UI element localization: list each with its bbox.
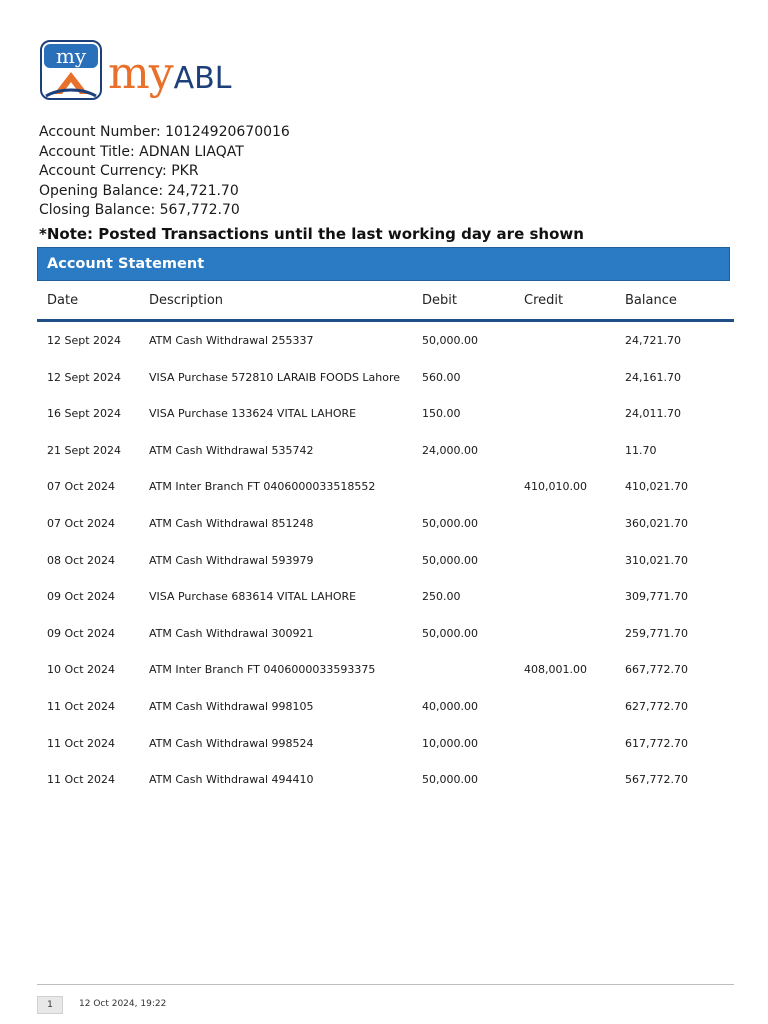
row-description: ATM Cash Withdrawal 494410: [149, 773, 314, 787]
table-row: [37, 542, 734, 579]
posted-transactions-note: *Note: Posted Transactions until the last working day are shown: [39, 225, 584, 243]
table-row: [37, 615, 734, 652]
table-row: [37, 688, 734, 725]
account-currency-label: Account Currency:: [39, 163, 167, 179]
table-row: [37, 651, 734, 688]
account-title-label: Account Title:: [39, 143, 135, 160]
table-row: [37, 322, 734, 359]
account-info: [39, 123, 290, 221]
row-debit: 560.00: [422, 370, 461, 384]
row-date: 08 Oct 2024: [47, 553, 116, 567]
row-balance: 360,021.70: [625, 516, 688, 530]
row-debit: 50,000.00: [422, 516, 478, 530]
opening-balance-label: Opening Balance:: [39, 182, 164, 199]
row-description: VISA Purchase 683614 VITAL LAHORE: [149, 590, 357, 604]
closing-balance-label: Closing Balance:: [39, 202, 156, 218]
account-title-line: [39, 143, 290, 163]
row-description: ATM Cash Withdrawal 300921: [149, 626, 314, 640]
table-row: [37, 578, 734, 615]
footer-divider: [37, 984, 734, 985]
account-number-value: 10124920670016: [165, 124, 290, 140]
myabl-badge-icon: [40, 40, 102, 100]
row-date: 09 Oct 2024: [47, 626, 116, 640]
row-debit: 50,000.00: [422, 773, 478, 787]
row-debit: 40,000.00: [422, 699, 478, 713]
row-debit: 250.00: [422, 590, 461, 604]
row-balance: 11.70: [625, 443, 657, 457]
row-date: 12 Sept 2024: [47, 370, 122, 384]
table-row: [37, 395, 734, 432]
table-row: [37, 432, 734, 469]
row-description: ATM Cash Withdrawal 998105: [149, 699, 314, 713]
badge-my-text: my: [55, 44, 87, 68]
row-balance: 310,021.70: [625, 553, 688, 567]
generated-timestamp: 12 Oct 2024, 19:22: [79, 999, 167, 1009]
row-date: 09 Oct 2024: [47, 590, 116, 604]
row-balance: 259,771.70: [625, 626, 688, 640]
row-date: 07 Oct 2024: [47, 516, 116, 530]
row-date: 10 Oct 2024: [47, 663, 116, 677]
row-date: 07 Oct 2024: [47, 480, 116, 494]
column-header-credit: Credit: [524, 293, 564, 308]
account-statement-header: Account Statement: [37, 247, 730, 281]
row-description: VISA Purchase 133624 VITAL LAHORE: [149, 407, 357, 421]
row-balance: 627,772.70: [625, 699, 688, 713]
row-credit: 410,010.00: [524, 480, 587, 494]
row-debit: 50,000.00: [422, 626, 478, 640]
closing-balance-value: 567,772.70: [159, 202, 240, 218]
row-description: ATM Cash Withdrawal 593979: [149, 553, 314, 567]
row-description: ATM Cash Withdrawal 535742: [149, 443, 314, 457]
row-date: 11 Oct 2024: [47, 773, 116, 787]
myabl-logo: [40, 40, 240, 106]
row-description: ATM Cash Withdrawal 998524: [149, 736, 314, 750]
row-balance: 567,772.70: [625, 773, 688, 787]
row-debit: 50,000.00: [422, 334, 478, 347]
page-number: 1: [37, 996, 63, 1014]
account-number-line: [39, 123, 290, 143]
row-description: ATM Inter Branch FT 0406000033518552: [149, 480, 376, 494]
account-currency-line: [39, 162, 290, 182]
row-date: 21 Sept 2024: [47, 443, 122, 457]
column-header-date: Date: [47, 293, 79, 308]
row-description: ATM Cash Withdrawal 851248: [149, 516, 314, 530]
row-description: VISA Purchase 572810 LARAIB FOODS Lahore: [149, 370, 401, 384]
row-debit: 150.00: [422, 407, 461, 421]
row-balance: 24,011.70: [625, 407, 681, 421]
row-debit: 24,000.00: [422, 443, 478, 457]
closing-balance-line: [39, 201, 290, 221]
brand-my: my: [108, 48, 173, 99]
row-debit: 50,000.00: [422, 553, 478, 567]
account-title-value: ADNAN LIAQAT: [139, 143, 244, 160]
column-header-description: Description: [149, 293, 224, 308]
table-row: [37, 359, 734, 396]
row-balance: 410,021.70: [625, 480, 688, 494]
row-balance: 24,721.70: [625, 334, 681, 347]
row-date: 12 Sept 2024: [47, 334, 122, 347]
row-description: ATM Inter Branch FT 0406000033593375: [149, 663, 376, 677]
row-credit: 408,001.00: [524, 663, 587, 677]
brand-wordmark: [108, 48, 231, 108]
opening-balance-line: [39, 182, 290, 202]
row-balance: 667,772.70: [625, 663, 688, 677]
account-currency-value: PKR: [171, 163, 199, 179]
account-number-label: Account Number:: [39, 124, 161, 140]
table-row: [37, 725, 734, 762]
row-description: ATM Cash Withdrawal 255337: [149, 334, 314, 347]
table-row: [37, 761, 734, 798]
row-date: 11 Oct 2024: [47, 736, 116, 750]
row-debit: 10,000.00: [422, 736, 478, 750]
table-row: [37, 468, 734, 505]
column-header-balance: Balance: [625, 293, 677, 308]
opening-balance-value: 24,721.70: [167, 182, 239, 199]
transactions-table-body: [37, 322, 734, 798]
row-balance: 24,161.70: [625, 370, 681, 384]
column-header-debit: Debit: [422, 293, 457, 308]
row-date: 11 Oct 2024: [47, 699, 116, 713]
table-row: [37, 505, 734, 542]
row-balance: 617,772.70: [625, 736, 688, 750]
row-date: 16 Sept 2024: [47, 407, 122, 421]
row-balance: 309,771.70: [625, 590, 688, 604]
brand-abl: ABL: [173, 61, 232, 96]
statement-column-headers: [37, 284, 734, 320]
